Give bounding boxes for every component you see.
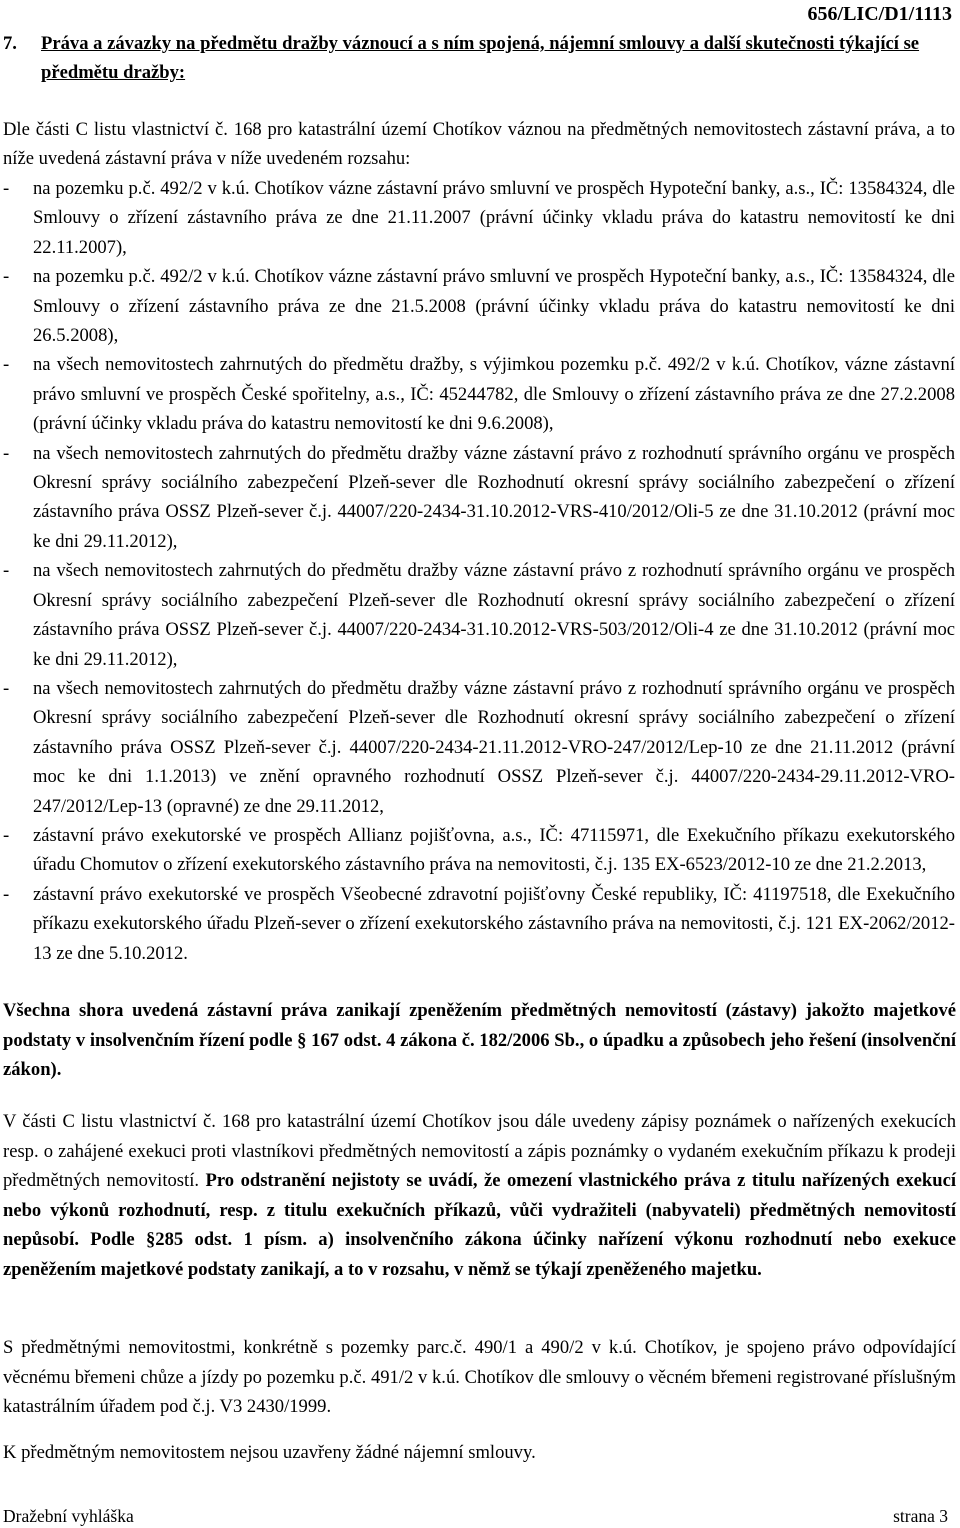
list-item-text: zástavní právo exekutorské ve prospěch Allianz pojišťovna, a.s., IČ: 47115971, dle Exekučního příkazu exekutorského úřadu Chomutov o zřízení exekutorského zástavního práva na nemovitosti, č.j. 135 EX-6523/2012-10 ze dne 21.2.2013, <box>33 824 955 876</box>
intro-paragraph: Dle části C listu vlastnictví č. 168 pro katastrální území Chotíkov váznou na předmětných nemovitostech zástavní práva, a to níže uvedená zástavní práva v níže uvedeném rozsahu: <box>3 119 955 170</box>
paragraph-normal-text: V části C listu vlastnictví č. 168 pro katastrální území Chotíkov jsou dále uvedeny zápisy poznámek o nařízených exekucích resp. o zahájené exekuci proti vlastníkovi předmětných nemovitostí a zápis poznámky o vydaném exekučním příkazu k prodeji předmětných nemovitostí. <box>3 1111 956 1191</box>
list-item-text: na všech nemovitostech zahrnutých do předmětu dražby vázne zástavní právo z rozhodnutí správního orgánu ve prospěch Okresní správy sociálního zabezpečení Plzeň-sever dle Rozhodnutí okresní správy sociálního zabezpečení o zřízení zástavního práva OSSZ Plzeň-sever č.j. 44007/220-2434-31.10.2012-VRS-410/2012/Oli-5 ze dne 31.10.2012 (právní moc ke dni 29.11.2012), <box>33 442 955 552</box>
list-dash: - <box>3 266 10 288</box>
list-item-text: zástavní právo exekutorské ve prospěch Všeobecné zdravotní pojišťovny České republiky, IČ: 41197518, dle Exekučního příkazu exekutorského úřadu Plzeň-sever o zřízení exekutorského zástavního práva na nemovitosti, č.j. 121 EX-2062/2012-13 ze dne 5.10.2012. <box>33 883 955 964</box>
easement-paragraph: S předmětnými nemovitostmi, konkrétně s pozemky parc.č. 490/1 a 490/2 v k.ú. Chotíkov, je spojeno právo odpovídající věcnému břemeni chůze a jízdy po pozemku p.č. 491/2 v k.ú. Chotíkov dle smlouvy o věcném břemeni registrované příslušným katastrálním úřadem pod č.j. V3 2430/1999. <box>3 1337 956 1417</box>
page-footer <box>3 1506 948 1527</box>
list-dash: - <box>3 824 10 846</box>
list-dash: - <box>3 677 10 699</box>
section-title: Práva a závazky na předmětu dražby váznoucí a s ním spojená, nájemní smlouvy a další skutečnosti týkající se předmětu dražby: <box>41 33 920 83</box>
paragraph-bold-text: Pro odstranění nejistoty se uvádí, že omezení vlastnického práva z titulu nařízených exekucí nebo výkonů rozhodnutí, resp. z titulu exekučních příkazů, vůči vydražiteli (nabyvateli) předmětných nemovitostí nepůsobí. Podle §285 odst. 1 písm. a) insolvenčního zákona účinky nařízení výkonu rozhodnutí nebo exekuce zpeněžením majetkové podstaty zanikají, a to v rozsahu, v němž se týkají zpeněženého majetku. <box>3 1170 956 1280</box>
list-item <box>3 821 955 880</box>
list-dash: - <box>3 354 10 376</box>
footer-title: Dražební vyhláška <box>3 1506 134 1526</box>
list-item <box>3 350 955 438</box>
list-item <box>3 174 955 262</box>
list-item <box>3 556 955 674</box>
list-item <box>3 439 955 557</box>
page-number: strana 3 <box>893 1506 948 1526</box>
list-item-text: na pozemku p.č. 492/2 v k.ú. Chotíkov vázne zástavní právo smluvní ve prospěch Hypoteční banky, a.s., IČ: 13584324, dle Smlouvy o zřízení zástavního práva ze dne 21.5.2008 (právní účinky vkladu práva do katastru nemovitostí ke dni 26.5.2008), <box>33 266 955 347</box>
section-heading <box>3 29 953 87</box>
execution-notes-paragraph <box>3 1107 956 1284</box>
list-dash: - <box>3 883 10 905</box>
document-reference: 656/LIC/D1/1113 <box>807 3 952 25</box>
list-item-text: na všech nemovitostech zahrnutých do předmětu dražby vázne zástavní právo z rozhodnutí správního orgánu ve prospěch Okresní správy sociálního zabezpečení Plzeň-sever dle Rozhodnutí okresní správy sociálního zabezpečení o zřízení zástavního práva OSSZ Plzeň-sever č.j. 44007/220-2434-31.10.2012-VRS-503/2012/Oli-4 ze dne 31.10.2012 (právní moc ke dni 29.11.2012), <box>33 560 955 670</box>
list-item <box>3 674 955 821</box>
lien-list <box>3 174 955 968</box>
list-dash: - <box>3 442 10 464</box>
bold-paragraph: Všechna shora uvedená zástavní práva zanikají zpeněžením předmětných nemovitostí (zástavy) jakožto majetkové podstaty v insolvenčním řízení podle § 167 odst. 4 zákona č. 182/2006 Sb., o úpadku a způsobech jeho řešení (insolvenční zákon). <box>3 1000 956 1080</box>
list-item-text: na všech nemovitostech zahrnutých do předmětu dražby, s výjimkou pozemku p.č. 492/2 v k.ú. Chotíkov, vázne zástavní právo smluvní ve prospěch České spořitelny, a.s., IČ: 45244782, dle Smlouvy o zřízení zástavního práva ze dne 27.2.2008 (právní účinky vkladu práva do katastru nemovitostí ke dni 9.6.2008), <box>33 354 955 435</box>
section-number: 7. <box>3 33 17 54</box>
lease-paragraph: K předmětným nemovitostem nejsou uzavřeny žádné nájemní smlouvy. <box>3 1442 536 1463</box>
list-dash: - <box>3 560 10 582</box>
list-item <box>3 880 955 968</box>
list-item-text: na pozemku p.č. 492/2 v k.ú. Chotíkov vázne zástavní právo smluvní ve prospěch Hypoteční banky, a.s., IČ: 13584324, dle Smlouvy o zřízení zástavního práva ze dne 21.11.2007 (právní účinky vkladu práva do katastru nemovitostí ke dni 22.11.2007), <box>33 178 955 258</box>
list-item-text: na všech nemovitostech zahrnutých do předmětu dražby vázne zástavní právo z rozhodnutí správního orgánu ve prospěch Okresní správy sociálního zabezpečení Plzeň-sever dle Rozhodnutí okresní správy sociálního zabezpečení o zřízení zástavního práva OSSZ Plzeň-sever č.j. 44007/220-2434-21.11.2012-VRO-247/2012/Lep-10 ze dne 21.11.2012 (právní moc ke dni 1.1.2013) ve znění opravného rozhodnutí OSSZ Plzeň-sever č.j. 44007/220-2434-29.11.2012-VRO-247/2012/Lep-13 (opravné) ze dne 29.11.2012, <box>33 677 955 817</box>
list-dash: - <box>3 178 10 199</box>
list-item <box>3 262 955 350</box>
